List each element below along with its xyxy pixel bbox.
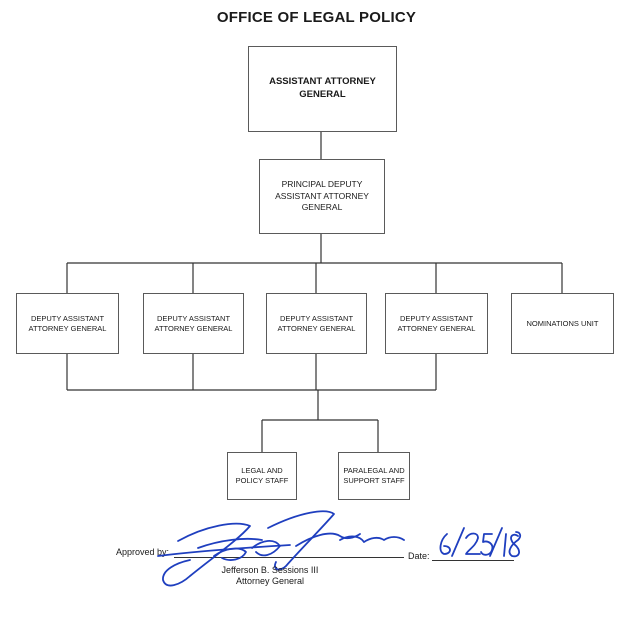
- signer-title: Attorney General: [235, 576, 305, 587]
- box-label: DEPUTY ASSISTANT ATTORNEY GENERAL: [28, 313, 107, 333]
- box-label: PARALEGAL AND SUPPORT STAFF: [343, 466, 405, 485]
- box-label: NOMINATIONS UNIT: [526, 318, 599, 328]
- box-label: ASSISTANT ATTORNEY GENERAL: [269, 76, 376, 100]
- signer-name: Jefferson B. Sessions III: [221, 565, 319, 575]
- box-label: DEPUTY ASSISTANT ATTORNEY GENERAL: [154, 313, 233, 333]
- signer-block: [190, 565, 350, 588]
- box-label: DEPUTY ASSISTANT ATTORNEY GENERAL: [277, 313, 356, 333]
- box-label: LEGAL AND POLICY STAFF: [235, 466, 289, 485]
- box-label: DEPUTY ASSISTANT ATTORNEY GENERAL: [397, 313, 476, 333]
- box-label: PRINCIPAL DEPUTY ASSISTANT ATTORNEY GENERAL: [275, 179, 369, 213]
- approved-by-label: Approved by:: [116, 547, 170, 557]
- page-title: OFFICE OF LEGAL POLICY: [216, 9, 417, 26]
- date-label: Date:: [408, 551, 430, 561]
